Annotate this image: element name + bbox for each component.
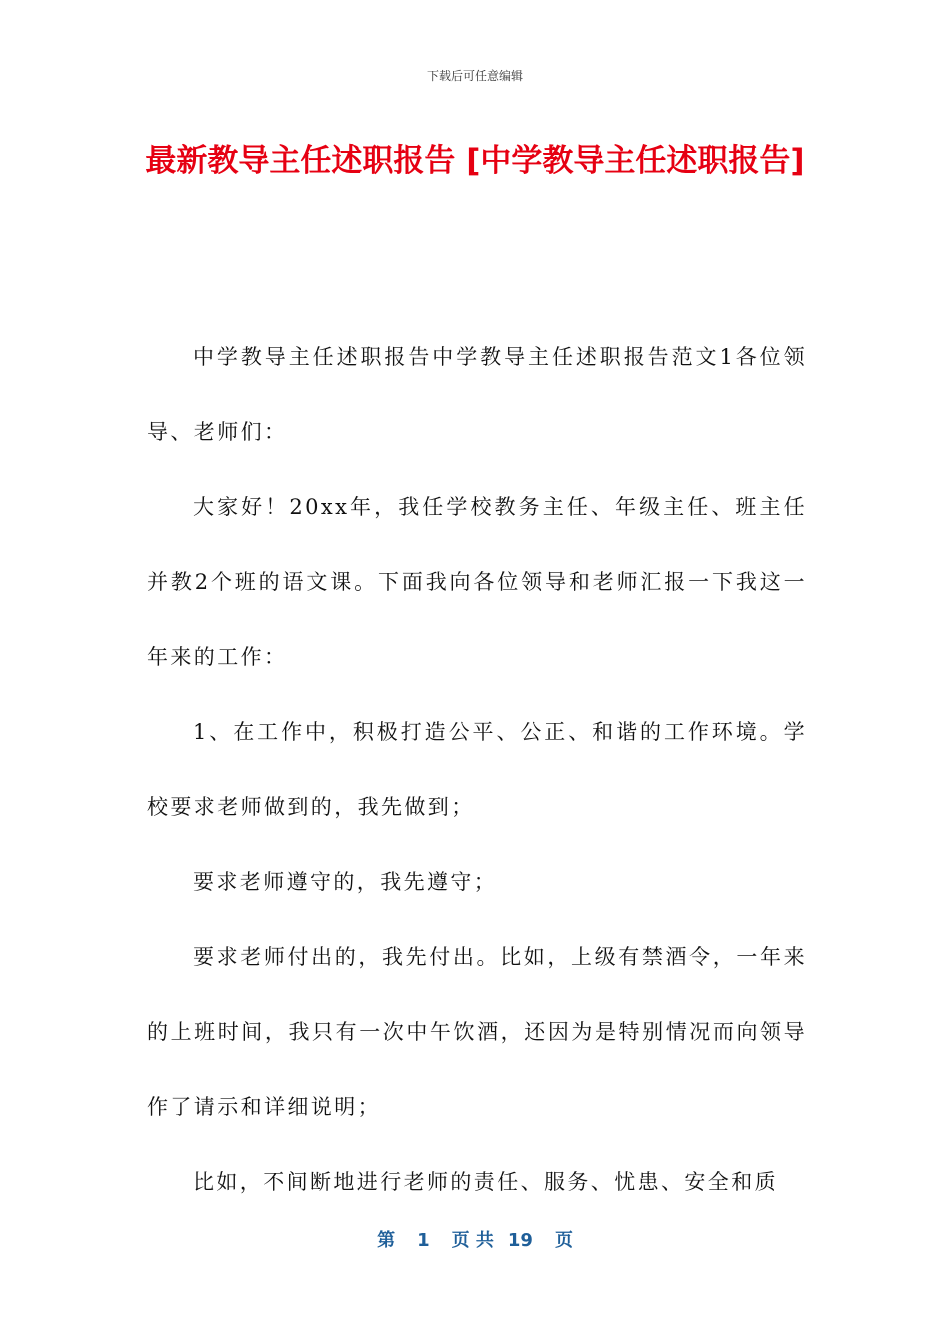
document-title: 最新教导主任述职报告 [中学教导主任述职报告] bbox=[145, 143, 805, 179]
footer-current-page: 1 bbox=[417, 1230, 430, 1251]
paragraph: 要求老师付出的，我先付出。比如，上级有禁酒令，一年来的上班时间，我只有一次中午饮酒，还因为是特别情况而向领导作了请示和详细说明； bbox=[147, 945, 807, 1119]
header-note: 下载后可任意编辑 bbox=[426, 69, 523, 83]
paragraph: 要求老师遵守的，我先遵守； bbox=[193, 870, 498, 894]
footer-prefix: 第 bbox=[377, 1230, 396, 1251]
document-body bbox=[147, 320, 807, 1220]
paragraph: 大家好！20xx年，我任学校教务主任、年级主任、班主任并教2个班的语文课。下面我向各位领导和老师汇报一下我这一年来的工作： bbox=[147, 495, 807, 669]
paragraph: 1、在工作中，积极打造公平、公正、和谐的工作环境。学校要求老师做到的，我先做到； bbox=[147, 720, 807, 819]
footer-total-pages: 19 bbox=[507, 1230, 533, 1251]
footer-suffix: 页 bbox=[554, 1230, 573, 1251]
paragraph: 中学教导主任述职报告中学教导主任述职报告范文1各位领导、老师们： bbox=[147, 345, 807, 444]
footer-middle: 页 共 bbox=[451, 1230, 494, 1251]
paragraph: 比如，不间断地进行老师的责任、服务、忧患、安全和质 bbox=[193, 1170, 778, 1194]
page-footer bbox=[0, 1226, 950, 1252]
